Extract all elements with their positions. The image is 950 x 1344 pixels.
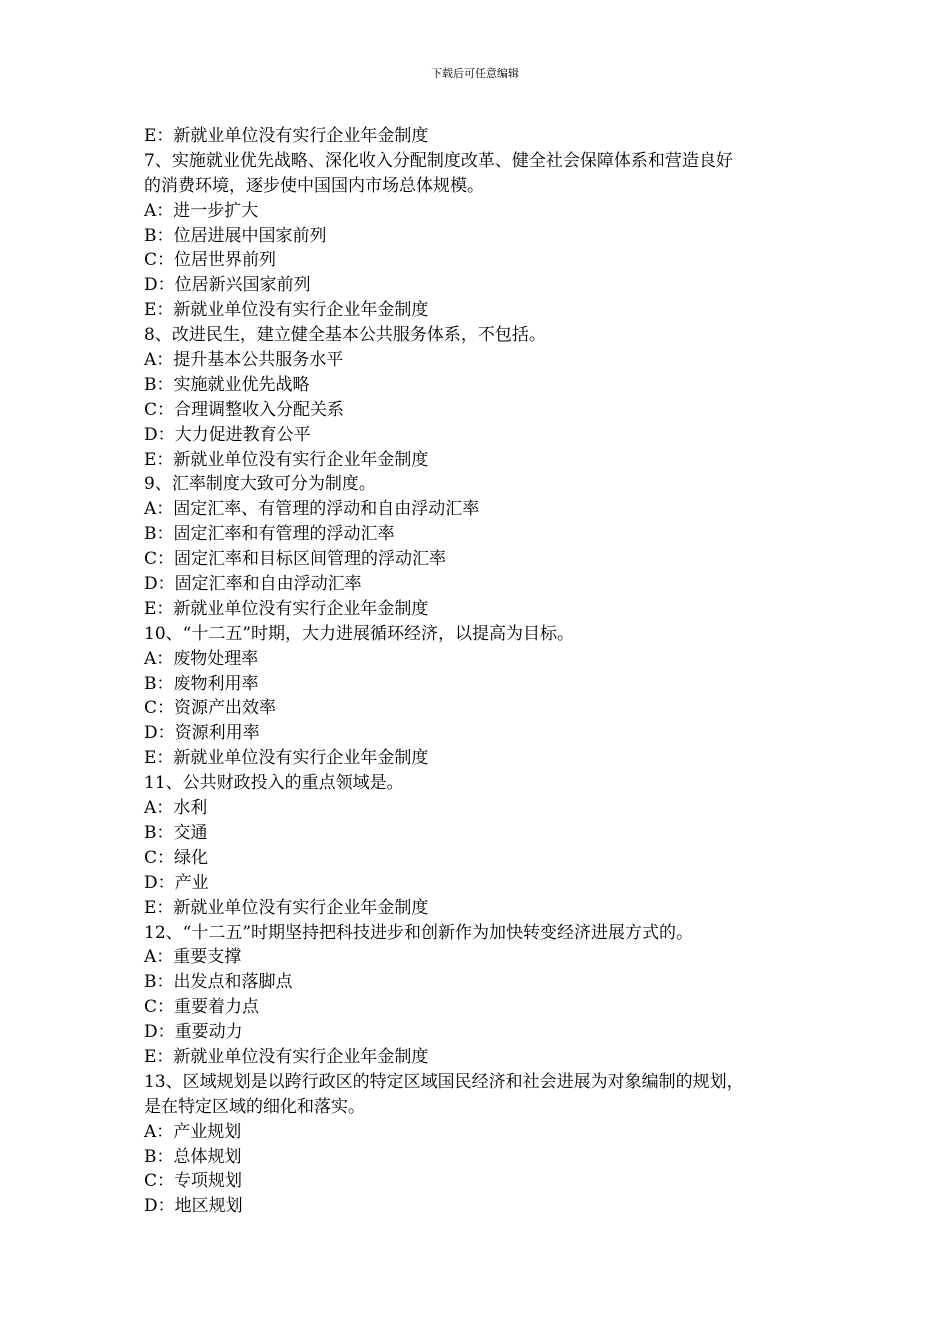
option-b: B：位居进展中国家前列 [144,225,327,246]
option-a: A：产业规划 [144,1121,242,1142]
option-d: D：大力促进教育公平 [144,424,311,445]
option-a: A：废物处理率 [144,648,259,669]
question-11: 11、公共财政投入的重点领域是。 [144,773,404,794]
option-c: C：资源产出效率 [144,698,277,719]
question-7: 7、实施就业优先战略、深化收入分配制度改革、健全社会保障体系和营造良好 [144,150,733,171]
option-a: A：水利 [144,798,208,819]
option-c: C：专项规划 [144,1171,243,1192]
text-line: 是在特定区域的细化和落实。 [144,1096,365,1117]
option-c: C：合理调整收入分配关系 [144,399,345,420]
text-line: 的消费环境，逐步使中国国内市场总体规模。 [144,175,484,196]
option-d: D：产业 [144,872,209,893]
option-b: B：废物利用率 [144,673,259,694]
option-c: C：绿化 [144,847,209,868]
question-8: 8、改进民生，建立健全基本公共服务体系，不包括。 [144,325,546,346]
option-b: B：实施就业优先战略 [144,374,310,395]
text-line: E：新就业单位没有实行企业年金制度 [144,126,429,146]
option-e: E：新就业单位没有实行企业年金制度 [144,300,429,321]
option-b: B：总体规划 [144,1146,242,1167]
option-c: C：固定汇率和目标区间管理的浮动汇率 [144,549,447,570]
page-header: 下载后可任意编辑 [431,67,519,80]
question-13: 13、区域规划是以跨行政区的特定区域国民经济和社会进展为对象编制的规划， [144,1071,744,1092]
option-e: E：新就业单位没有实行企业年金制度 [144,1046,429,1067]
option-b: B：固定汇率和有管理的浮动汇率 [144,524,395,545]
option-b: B：出发点和落脚点 [144,972,293,993]
option-d: D：资源利用率 [144,723,260,744]
option-a: A：进一步扩大 [144,200,259,221]
option-d: D：固定汇率和自由浮动汇率 [144,574,362,595]
document-body [144,124,824,1219]
option-d: D：位居新兴国家前列 [144,275,311,296]
option-a: A：重要支撑 [144,947,242,968]
option-d: D：地区规划 [144,1196,243,1217]
option-a: A：固定汇率、有管理的浮动和自由浮动汇率 [144,499,480,520]
option-e: E：新就业单位没有实行企业年金制度 [144,598,429,619]
question-10: 10、“十二五”时期，大力进展循环经济，以提高为目标。 [144,623,575,644]
option-b: B：交通 [144,822,208,843]
question-9: 9、汇率制度大致可分为制度。 [144,474,376,495]
option-e: E：新就业单位没有实行企业年金制度 [144,897,429,918]
option-e: E：新就业单位没有实行企业年金制度 [144,449,429,470]
question-12: 12、“十二五”时期坚持把科技进步和创新作为加快转变经济进展方式的。 [144,922,694,943]
option-c: C：重要着力点 [144,997,260,1018]
option-c: C：位居世界前列 [144,250,277,271]
option-d: D：重要动力 [144,1022,243,1043]
option-a: A：提升基本公共服务水平 [144,350,344,371]
option-e: E：新就业单位没有实行企业年金制度 [144,748,429,769]
